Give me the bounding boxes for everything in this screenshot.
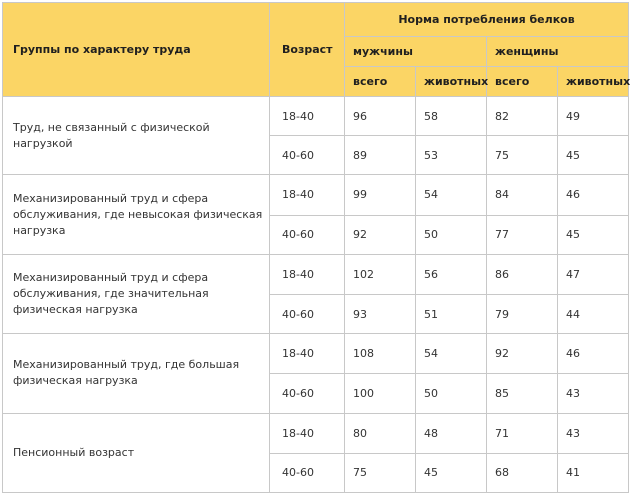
age-cell: 18-40	[270, 97, 345, 136]
table-row	[3, 413, 629, 453]
women-animal-cell: 46	[558, 334, 629, 374]
men-animal-cell: 50	[416, 374, 487, 413]
table-row	[3, 97, 629, 136]
header-group: Группы по характеру труда	[3, 3, 270, 97]
group-label: Механизированный труд и сфера обслуживания, где невысокая физическая нагрузка	[3, 175, 270, 254]
women-total-cell: 79	[487, 294, 558, 333]
women-animal-cell: 43	[558, 374, 629, 413]
men-total-cell: 102	[345, 254, 416, 294]
women-total-cell: 85	[487, 374, 558, 413]
group-label: Механизированный труд, где большая физическая нагрузка	[3, 334, 270, 413]
men-animal-cell: 54	[416, 175, 487, 215]
women-total-cell: 92	[487, 334, 558, 374]
age-cell: 40-60	[270, 294, 345, 333]
men-total-cell: 96	[345, 97, 416, 136]
men-animal-cell: 48	[416, 413, 487, 453]
women-total-cell: 71	[487, 413, 558, 453]
age-cell: 40-60	[270, 453, 345, 492]
age-cell: 18-40	[270, 413, 345, 453]
men-total-cell: 80	[345, 413, 416, 453]
age-cell: 18-40	[270, 254, 345, 294]
header-norm: Норма потребления белков	[345, 3, 629, 37]
table-row	[3, 175, 629, 215]
women-animal-cell: 43	[558, 413, 629, 453]
men-total-cell: 99	[345, 175, 416, 215]
women-animal-cell: 41	[558, 453, 629, 492]
women-animal-cell: 45	[558, 136, 629, 175]
women-total-cell: 68	[487, 453, 558, 492]
men-total-cell: 93	[345, 294, 416, 333]
header-women-total: всего	[487, 67, 558, 97]
men-total-cell: 89	[345, 136, 416, 175]
age-cell: 40-60	[270, 136, 345, 175]
men-animal-cell: 50	[416, 215, 487, 254]
table-row	[3, 334, 629, 374]
men-total-cell: 108	[345, 334, 416, 374]
group-label: Механизированный труд и сфера обслуживания, где значительная физическая нагрузка	[3, 254, 270, 333]
women-animal-cell: 47	[558, 254, 629, 294]
group-label: Пенсионный возраст	[3, 413, 270, 493]
age-cell: 18-40	[270, 334, 345, 374]
age-cell: 40-60	[270, 215, 345, 254]
women-total-cell: 75	[487, 136, 558, 175]
men-animal-cell: 51	[416, 294, 487, 333]
men-animal-cell: 58	[416, 97, 487, 136]
women-animal-cell: 49	[558, 97, 629, 136]
women-total-cell: 84	[487, 175, 558, 215]
women-total-cell: 86	[487, 254, 558, 294]
table-header	[3, 3, 629, 97]
women-animal-cell: 44	[558, 294, 629, 333]
header-men: мужчины	[345, 37, 487, 67]
women-total-cell: 82	[487, 97, 558, 136]
women-total-cell: 77	[487, 215, 558, 254]
table-row	[3, 254, 629, 294]
header-men-animal: животных	[416, 67, 487, 97]
age-cell: 18-40	[270, 175, 345, 215]
age-cell: 40-60	[270, 374, 345, 413]
women-animal-cell: 45	[558, 215, 629, 254]
men-animal-cell: 53	[416, 136, 487, 175]
table-body	[3, 97, 629, 493]
men-total-cell: 100	[345, 374, 416, 413]
women-animal-cell: 46	[558, 175, 629, 215]
header-age: Возраст	[270, 3, 345, 97]
header-women: женщины	[487, 37, 629, 67]
protein-norm-table	[2, 2, 629, 493]
men-animal-cell: 45	[416, 453, 487, 492]
group-label: Труд, не связанный с физической нагрузкой	[3, 97, 270, 175]
header-men-total: всего	[345, 67, 416, 97]
header-women-animal: животных	[558, 67, 629, 97]
men-animal-cell: 56	[416, 254, 487, 294]
men-animal-cell: 54	[416, 334, 487, 374]
men-total-cell: 92	[345, 215, 416, 254]
men-total-cell: 75	[345, 453, 416, 492]
